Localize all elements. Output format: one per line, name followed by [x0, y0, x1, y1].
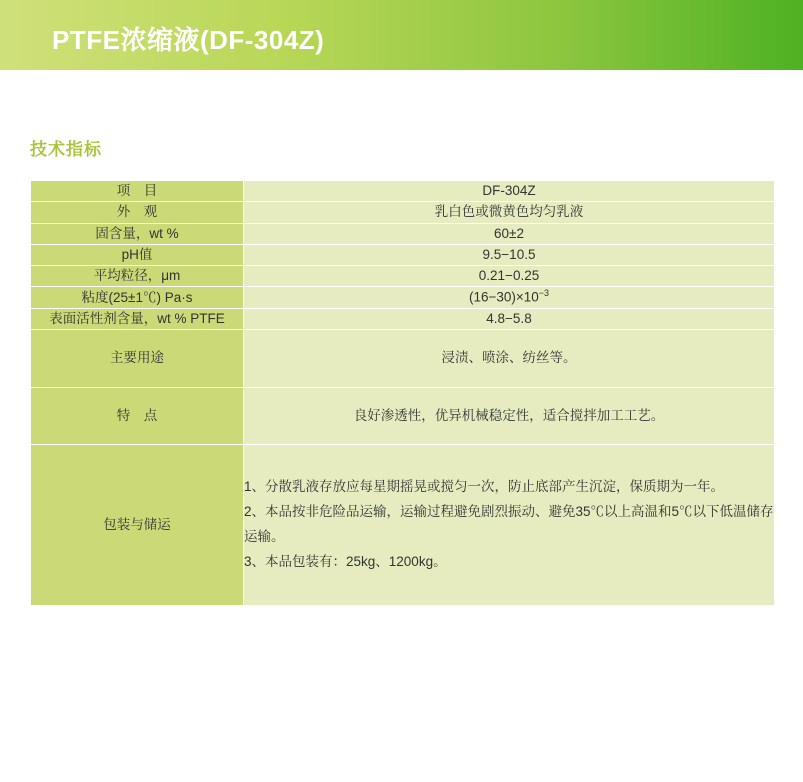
packaging-line: 3、本品包装有：25kg、1200kg。	[244, 553, 447, 569]
table-row-packaging	[31, 444, 775, 605]
row-label: 外 观	[31, 202, 244, 223]
row-value: 60±2	[244, 223, 775, 244]
row-value: 乳白色或微黄色均匀乳液	[244, 202, 775, 223]
row-value: 4.8−5.8	[244, 309, 775, 330]
row-label: pH值	[31, 244, 244, 265]
table-row	[31, 181, 775, 202]
table-row	[31, 244, 775, 265]
row-value: 0.21−0.25	[244, 266, 775, 287]
packaging-value	[244, 444, 775, 605]
page-title: PTFE浓缩液(DF-304Z)	[52, 25, 325, 55]
table-row	[31, 223, 775, 244]
table-row	[31, 287, 775, 309]
table-row	[31, 330, 775, 387]
header-band	[0, 0, 803, 70]
viscosity-value: (16−30)×10	[468, 289, 539, 305]
packaging-line: 1、分散乳液存放应每星期摇晃或搅匀一次，防止底部产生沉淀，保质期为一年。	[244, 478, 725, 494]
packaging-line: 2、本品按非危险品运输，运输过程避免剧烈振动、避免35℃以上高温和5℃以下低温储存运输。	[244, 503, 774, 544]
row-label: 项 目	[31, 181, 244, 202]
row-label: 表面活性剂含量，wt % PTFE	[31, 309, 244, 330]
row-value: 浸渍、喷涂、纺丝等。	[244, 330, 775, 387]
table-row	[31, 309, 775, 330]
row-label: 固含量，wt %	[31, 223, 244, 244]
row-label: 包装与储运	[31, 444, 244, 605]
table-row	[31, 202, 775, 223]
section-heading: 技术指标	[30, 140, 102, 159]
specification-table	[30, 180, 775, 606]
specification-table-body	[31, 181, 775, 606]
viscosity-exponent: −3	[538, 288, 550, 299]
row-value: 9.5−10.5	[244, 244, 775, 265]
row-label: 粘度(25±1℃) Pa·s	[31, 287, 244, 309]
row-label: 主要用途	[31, 330, 244, 387]
table-row	[31, 266, 775, 287]
row-value: 良好渗透性，优异机械稳定性，适合搅拌加工工艺。	[244, 387, 775, 444]
table-row	[31, 387, 775, 444]
row-label: 平均粒径，μm	[31, 266, 244, 287]
row-value	[244, 287, 775, 309]
row-value: DF-304Z	[244, 181, 775, 202]
row-label: 特 点	[31, 387, 244, 444]
